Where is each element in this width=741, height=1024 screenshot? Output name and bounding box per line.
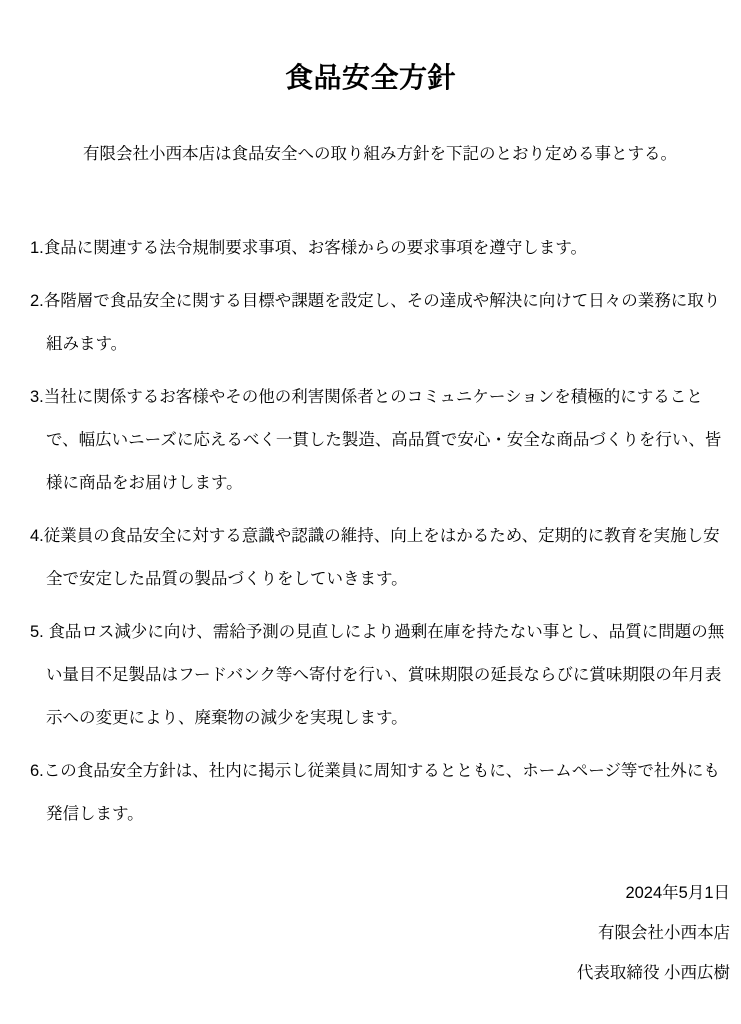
intro-paragraph: 有限会社小西本店は食品安全への取り組み方針を下記のとおり定める事とする。	[83, 145, 677, 163]
policy-item-5	[30, 611, 730, 740]
policy-item-2-text: 各階層で食品安全に関する目標や課題を設定し、その達成や解決に向けて日々の業務に取り組みます。	[43, 292, 721, 353]
policy-item-1-number: 1.	[30, 239, 44, 257]
policy-list	[0, 227, 741, 836]
policy-item-6-number: 6.	[30, 762, 44, 780]
policy-item-6-text: この食品安全方針は、社内に掲示し従業員に周知するとともに、ホームページ等で社外にも発信します。	[43, 762, 720, 823]
policy-item-4-number: 4.	[30, 527, 44, 545]
policy-item-5-number: 5.	[30, 623, 44, 641]
signature-company: 有限会社小西本店	[598, 924, 730, 942]
signature-block	[0, 873, 730, 993]
policy-item-5-text: 食品ロス減少に向け、需給予測の見直しにより過剰在庫を持たない事とし、品質に問題の無い量目不足製品はフードバンク等へ寄付を行い、賞味期限の延長ならびに賞味期限の年月表示への変更により、廃棄物の減少を実現します。	[43, 623, 725, 727]
signature-representative: 代表取締役 小西広樹	[576, 964, 730, 982]
policy-item-1-text: 食品に関連する法令規制要求事項、お客様からの要求事項を遵守します。	[43, 239, 587, 257]
policy-item-6	[30, 750, 730, 836]
policy-item-3-number: 3.	[30, 388, 44, 406]
policy-item-4-text: 従業員の食品安全に対する意識や認識の維持、向上をはかるため、定期的に教育を実施し安全で安定した品質の製品づくりをしていきます。	[43, 527, 720, 588]
signature-date: 2024年5月1日	[625, 884, 730, 902]
policy-item-1	[30, 227, 730, 270]
policy-item-2-number: 2.	[30, 292, 44, 310]
policy-item-2	[30, 280, 730, 366]
policy-item-4	[30, 515, 730, 601]
policy-item-3	[30, 376, 730, 505]
policy-item-3-text: 当社に関係するお客様やその他の利害関係者とのコミュニケーションを積極的にすることで、幅広いニーズに応えるべく一貫した製造、高品質で安心・安全な商品づくりを行い、皆様に商品をお届けします。	[43, 388, 722, 492]
document-title: 食品安全方針	[284, 62, 456, 93]
